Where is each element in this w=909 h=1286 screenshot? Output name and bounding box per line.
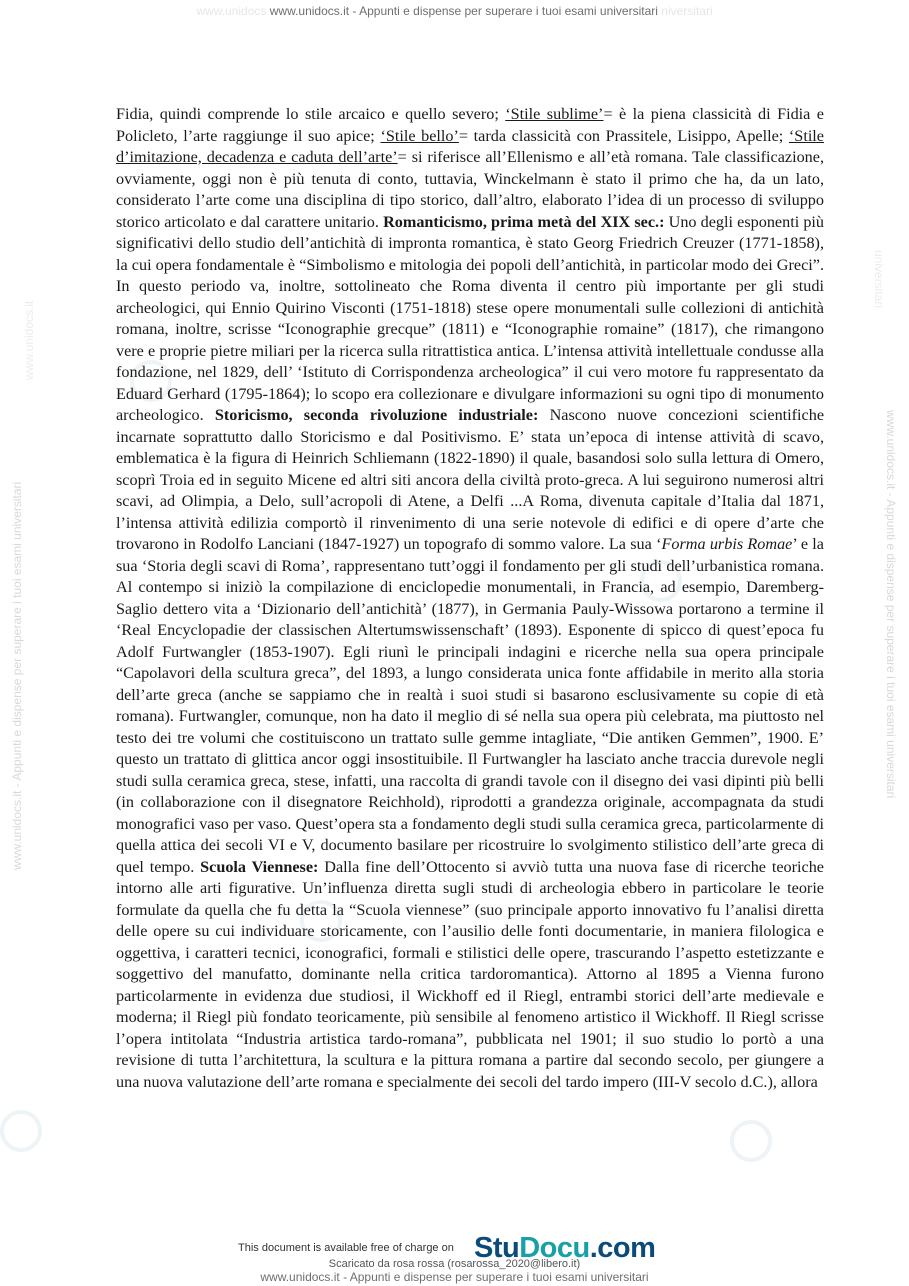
body-text-run: = è la piena classicità di Fidia e Policleto, l’arte raggiunge il suo apice;: [116, 105, 824, 145]
body-text-run: Dalla fine dell’Ottocento si avviò tutta una nuova fase di ricerche teoriche intorno alle arti figurative. Un’influenza diretta sugli studi di archeologia ebbero in particolare le teorie formulate da quella che fu detta la “Scuola viennese” (suo principale apporto innovativo fu l’analisi diretta delle opere su cui individuare storicamente, con l’ausilio delle fonti documentarie, in maniera filologica e oggettiva, i caratteri tecnici, iconografici, formali e stilistici delle opere, trascurando l’aspetto estetizzante e soggettivo del manufatto, dominante nella critica tardoromantica). Attorno al 1895 a Vienna furono particolarmente in evidenza due studiosi, il Wickhoff ed il Riegl, entrambi storici dell’arte medievale e moderna; il Riegl più fondato teoricamente, più sensibile al fenomeno artistico il Wickhoff. Il Riegl scrisse l’opera intitolata “Industria artistica tardo-romana”, pubblicata nel 1901; il suo studio lo portò a una revisione di tutta l’architettura, la scultura e la pittura romana a partire dal secondo secolo, per giungere a una nuova valutazione dell’arte romana e specialmente dei secoli del tardo impero (III-V secolo d.C.), allora: [116, 857, 824, 1091]
underlined-term: ‘Stile bello’: [380, 126, 459, 145]
right-side-watermark: www.unidocs.it - Appunti e dispense per superare i tuoi esami universitari: [884, 410, 898, 799]
section-heading-storicismo: Storicismo, seconda rivoluzione industriale:: [214, 406, 539, 424]
downloaded-by: Scaricato da rosa rossa (rosarossa_2020@libero.it): [328, 1258, 581, 1270]
watermark-faint-right: niversitari: [661, 4, 713, 18]
right-faint-watermark: universitari: [872, 250, 886, 309]
logo-com: .com: [589, 1232, 656, 1264]
document-body: [116, 104, 824, 1093]
italic-title: Forma urbis Romae: [661, 535, 793, 553]
body-text-run: ’ e la sua ‘Storia degli scavi di Roma’, rappresentano tutt’oggi il fondamento per gli studi dell’urbanistica romana. Al contempo si iniziò la compilazione di enciclopedie monumentali, in Francia, ad esempio, Daremberg-Saglio dettero vita a ‘Dizionario dell’antichità’ (1877), in Germania Pauly-Wissowa portarono a termine il ‘Real Encyclopadie der classischen Altertumswissenschaft’ (1893). Esponente di spicco di quest’epoca fu Adolf Furtwangler (1853-1907). Egli riunì le principali indagini e ricerche nella sua opera principale “Capolavori della scultura greca”, del 1893, a lungo considerata unica fonte affidabile in merito alla storia dell’arte greca (anche se sappiamo che in realtà i suoi studi si basarono esclusivamente su copie di età romana). Furtwangler, comunque, non ha dato il meglio di sé nella sua opera più celebrata, ma piuttosto nel testo dei tre volumi che costituiscono un trattato sulle gemme intagliate, “Die antiken Gemmen”, 1900. E’ questo un trattato di glittica ancor oggi insostituibile. Il Furtwangler ha lasciato anche traccia durevole negli studi sulla ceramica greca, stese, infatti, una raccolta di grandi tavole con il disegno dei vasi dipinti più belli (in collaborazione con il disegnatore Reichhold), riprodotti a grandezza originale, accompagnata da studi monografici vaso per vaso. Quest’opera sta a fondamento degli studi sulla ceramica greca, particolarmente di quella attica dei secoli VI e V, documento basilare per ricostruire lo svolgimento stilistico dell’arte greca di quel tempo.: [116, 535, 824, 876]
body-text-run: Uno degli esponenti più significativi dello studio dell’antichità di impronta romantica, è stato Georg Friedrich Creuzer (1771-1858), la cui opera fondamentale è “Simbolismo e mitologia dei popoli dell’antichità, in particolar modo dei Greci”. In questo periodo va, inoltre, sottolineato che Roma diventa il centro più importante per gli studi archeologici, qui Ennio Quirino Visconti (1751-1818) stese opere monumentali sulle collezioni di antichità romana, inoltre, scrisse “Iconographie grecque” (1811) e “Iconographie romaine” (1817), che rimangono vere e proprie pietre miliari per la ricerca sulla ritrattistica antica. L’intensa attività intellettuale condusse alla fondazione, nel 1829, dell’ ‘Istituto di Corrispondenza archeologica” il cui vero motore fu rappresentato da Eduard Gerhard (1795-1864); lo scopo era collezionare e divulgare informazioni su ogni tipo di monumento archeologico.: [116, 212, 825, 424]
left-faint-watermark: www.unidocs.it: [22, 300, 36, 380]
watermark-circle: [0, 1110, 42, 1152]
logo-docu: Docu: [519, 1232, 590, 1264]
watermark-main: www.unidocs.it - Appunti e dispense per superare i tuoi esami universitari: [269, 4, 658, 18]
underlined-term: ‘Stile d’imitazione, decadenza e caduta dell’arte’: [116, 126, 824, 166]
bottom-watermark: www.unidocs.it - Appunti e dispense per superare i tuoi esami universitari: [260, 1270, 649, 1284]
footer-note: This document is available free of charge on: [238, 1242, 454, 1254]
section-heading-scuola-viennese: Scuola Viennese:: [200, 857, 319, 876]
underlined-term: ‘Stile sublime’: [505, 105, 604, 123]
body-text-run: = si riferisce all’Ellenismo e all’età romana. Tale classificazione, ovviamente, oggi non è più tenuta di conto, tuttavia, Winckelmann è stato il primo che ha, da un lato, considerato l’arte come una disciplina di tipo storico, dall’altro, elaborato l’idea di un processo di sviluppo storico articolato e dal carattere unitario.: [116, 148, 825, 231]
watermark-circle: [730, 1120, 772, 1162]
top-watermark: [0, 4, 909, 18]
body-text-run: Fidia, quindi comprende lo stile arcaico e quello severo;: [116, 105, 506, 123]
watermark-faint-left: www.unidocs: [196, 4, 267, 18]
body-text-run: Nascono nuove concezioni scientifiche incarnate soprattutto dallo Storicismo e dal Positivismo. E’ stata un’epoca di intense attività di scavo, emblematica è la figura di Heinrich Schliemann (1822-1890) il quale, basandosi solo sulla lettura di Omero, scoprì Troia ed in seguito Micene ed altri siti ancora della civiltà proto-greca. A lui seguirono numerosi altri scavi, ad Olimpia, a Delo, sull’acropoli di Atene, a Delfi ...A Roma, divenuta capitale d’Italia dal 1871, l’intensa attività edilizia comportò il rinvenimento di una serie notevole di edifici e di opere d’arte che trovarono in Rodolfo Lanciani (1847-1927) un topografo di sommo valore. La sua ‘: [116, 406, 825, 553]
body-text-run: = tarda classicità con Prassitele, Lisippo, Apelle;: [458, 126, 789, 145]
logo-stu: Stu: [474, 1232, 520, 1264]
left-side-watermark: www.unidocs.it - Appunti e dispense per superare i tuoi esami universitari: [10, 481, 24, 870]
section-heading-romanticismo: Romanticismo, prima metà del XIX sec.:: [383, 212, 665, 231]
